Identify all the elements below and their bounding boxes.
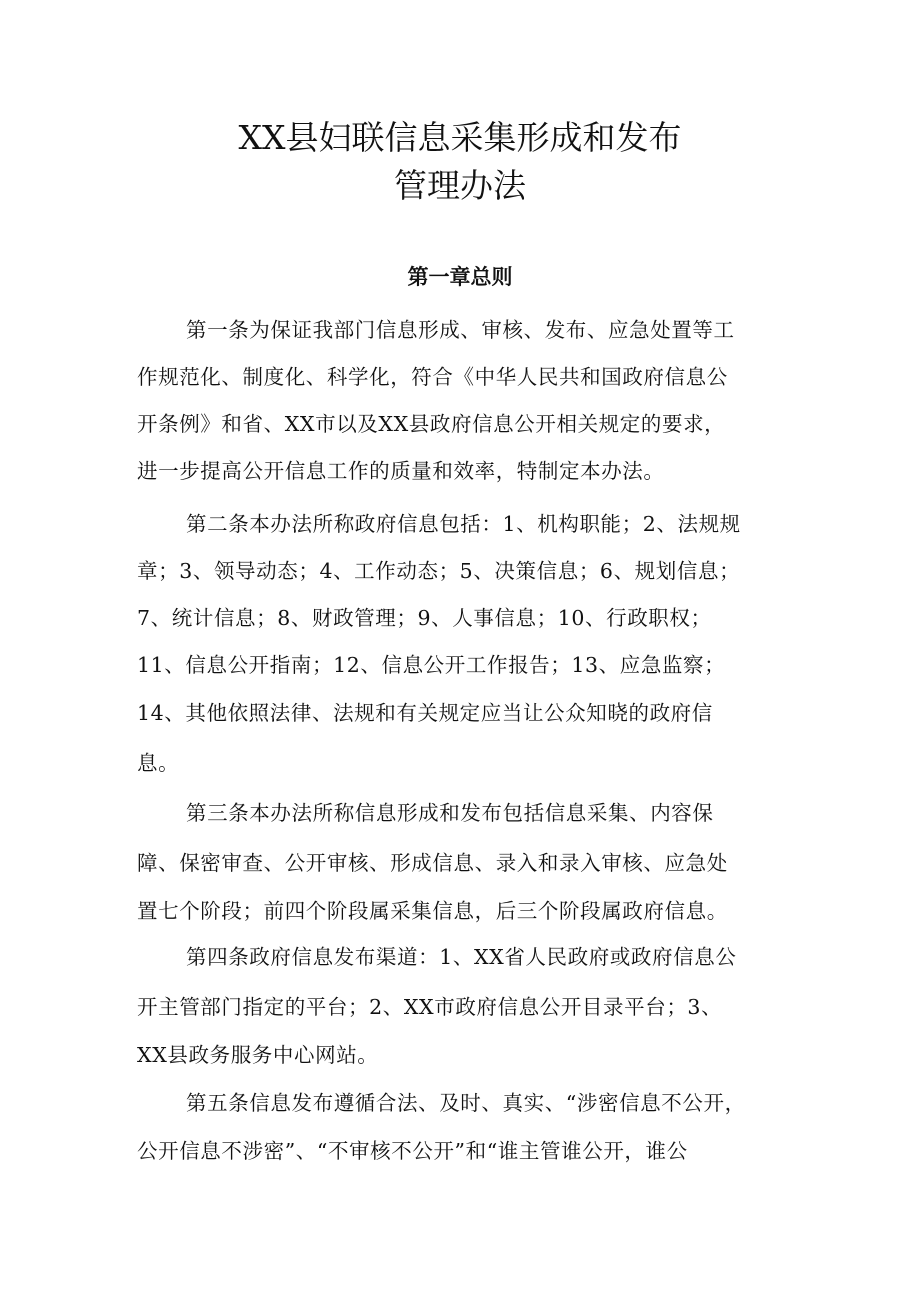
- document-title-line-2: 管理办法: [394, 166, 526, 205]
- article-4-line-3: XX县政务服务中心网站。: [137, 1043, 379, 1067]
- article-3-line-1: 第三条本办法所称信息形成和发布包括信息采集、内容保: [186, 801, 714, 825]
- article-1-line-4: 进一步提高公开信息工作的质量和效率，特制定本办法。: [137, 459, 665, 483]
- article-4-line-2: 开主管部门指定的平台；2、XX市政府信息公开目录平台；3、: [137, 995, 723, 1019]
- article-1-line-3: 开条例》和省、XX市以及XX县政府信息公开相关规定的要求，: [137, 412, 726, 436]
- article-5-line-2: 公开信息不涉密”、“不审核不公开”和“谁主管谁公开，谁公: [137, 1139, 688, 1163]
- article-2-line-1: 第二条本办法所称政府信息包括：1、机构职能；2、法规规: [186, 512, 741, 536]
- article-1-line-2: 作规范化、制度化、科学化，符合《中华人民共和国政府信息公: [137, 365, 728, 389]
- article-1-line-1: 第一条为保证我部门信息形成、审核、发布、应急处置等工: [186, 318, 735, 342]
- article-2-line-5: 14、其他依照法律、法规和有关规定应当让公众知晓的政府信: [137, 701, 713, 725]
- document-title-line-1: XX县妇联信息采集形成和发布: [238, 118, 682, 157]
- article-4-line-1: 第四条政府信息发布渠道：1、XX省人民政府或政府信息公: [186, 945, 737, 969]
- chapter-heading: 第一章总则: [407, 265, 513, 289]
- article-2-line-2: 章；3、领导动态；4、工作动态；5、决策信息；6、规划信息；: [137, 559, 741, 583]
- article-3-line-3: 置七个阶段；前四个阶段属采集信息，后三个阶段属政府信息。: [137, 899, 728, 923]
- article-2-line-4: 11、信息公开指南；12、信息公开工作报告；13、应急监察；: [137, 653, 726, 677]
- article-2-line-3: 7、统计信息；8、财政管理；9、人事信息；10、行政职权；: [137, 606, 712, 630]
- article-2-line-6: 息。: [137, 751, 180, 775]
- article-3-line-2: 障、保密审查、公开审核、形成信息、录入和录入审核、应急处: [137, 851, 728, 875]
- article-5-line-1: 第五条信息发布遵循合法、及时、真实、“涉密信息不公开，: [186, 1091, 746, 1115]
